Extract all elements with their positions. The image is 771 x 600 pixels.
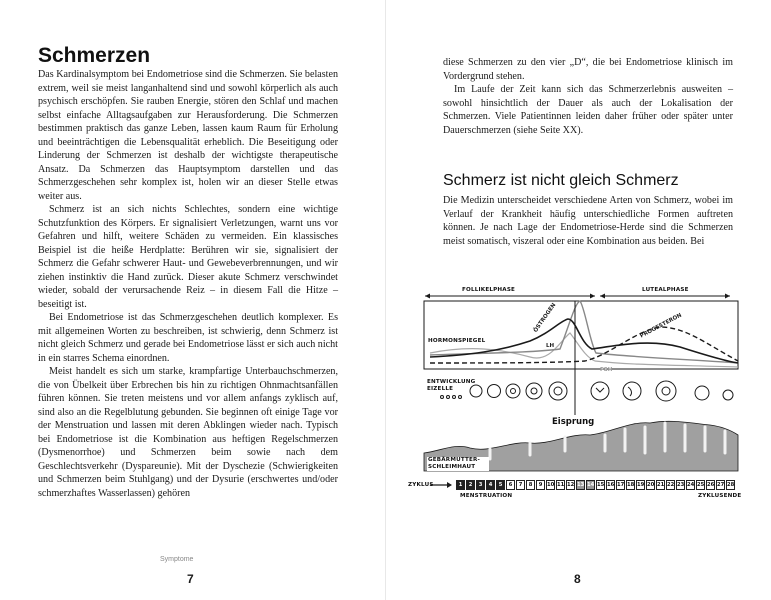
cycle-drawing <box>410 283 740 505</box>
cycle-day-8: 8 <box>526 480 535 490</box>
cycle-day-4: 4 <box>486 480 495 490</box>
cycle-day-1: 1 <box>456 480 465 490</box>
row-label-hormones: HORMONSPIEGEL <box>428 338 486 344</box>
cycle-day-23: 23 <box>677 482 685 488</box>
paragraph: Die Medizin unterscheidet verschiedene Arten von Schmerz, wobei im Verlauf der Krankheit häufig unterschiedliche Formen auftreten können. Je nach Lage der Endometriose-Herde sind die Schmerzen meist somatisch, viszeral oder eine Kombination aus beiden. Bei <box>443 195 733 247</box>
progesterone-curve <box>430 327 738 363</box>
cycle-day-12: 12 <box>567 482 575 488</box>
paragraph: Bei Endometriose ist das Schmerzgeschehen deutlich komplexer. Es mit allgemeinen Worten zu beschreiben, ist schwierig, denn Schmerz ist nicht gleich Schmerz und gerade bei Endometriose lässt er sich auch nicht in ein starres Schema einordnen. <box>38 312 338 364</box>
cycle-day-14: 14 <box>587 482 595 488</box>
row-label-endometrium: GEBÄRMUTTER-SCHLEIMHAUT <box>427 457 489 471</box>
cycle-day-7: 7 <box>516 480 525 490</box>
cycle-day-5: 5 <box>496 480 505 490</box>
cycle-day-28: 28 <box>727 482 735 488</box>
cycle-day-15: 15 <box>597 482 605 488</box>
left-page <box>0 0 385 600</box>
paragraph: Schmerz ist an sich nichts Schlechtes, sondern eine wichtige Schutzfunktion des Körpers. Er signalisiert Verletzungen, warnt uns vor Gefahren und hilft, weitere Schäden zu vermeiden. Ein klassisches Beispiel ist die heiße Herdplatte: Berühren wir sie, signalisiert der Schmerz die Gefahr schwerer Haut- und Gewebeverbrennungen, und wir ziehen instinktiv die Hand zurück. Dieser akute Schmerz verschwindet wieder, sobald der verursachende Reiz – in diesem Fall die Hitze – beseitigt ist. <box>38 204 338 310</box>
label-progesterone: PROGESTERON <box>639 312 683 340</box>
ovulation-label: Eisprung <box>552 417 595 427</box>
cycle-end-label: ZYKLUSENDE <box>698 493 742 499</box>
subheading: Schmerz ist nicht gleich Schmerz <box>443 172 679 189</box>
phase-label-luteal: LUTEALPHASE <box>642 287 689 293</box>
continuation-text <box>443 56 733 137</box>
paragraph: Meist handelt es sich um starke, krampfartige Unterbauchschmerzen, die von Übelkeit über Erbrechen bis hin zu richtigen Ohnmachtsanfällen führen können. Sie treten meistens und vor allem anfangs zyklisch auf, sind also an die Regelblutung gebunden. Sie beginnen oft einige Tage vor der Menstruation und lassen mit deren Abklingen wieder nach. Typisch bei Endometriose ist die Kombination aus heftigen Regelschmerzen (Dysmenorrhoe) und Schmerzen beim sowie nach dem Geschlechtsverkehr (Dyspareunie). Mit der Dyschezie (Schwierigkeiten und Schmerzen beim Stuhlgang) und der Dysurie (erschwertes und/oder schmerzhaftes Wasserlassen) gehören <box>38 366 338 499</box>
cycle-day-11: 11 <box>557 482 565 488</box>
cycle-day-2: 2 <box>466 480 475 490</box>
cycle-day-26: 26 <box>707 482 715 488</box>
cycle-label: ZYKLUS <box>408 482 434 488</box>
cycle-day-10: 10 <box>547 482 555 488</box>
phase-label-follicular: FOLLIKELPHASE <box>462 287 516 293</box>
cycle-day-24: 24 <box>687 482 695 488</box>
body-text-column <box>38 68 338 500</box>
cycle-day-18: 18 <box>627 482 635 488</box>
cycle-day-25: 25 <box>697 482 705 488</box>
label-estrogen: ÖSTROGEN <box>532 302 558 334</box>
label-fsh: FSH <box>600 367 613 373</box>
cycle-day-27: 27 <box>717 482 725 488</box>
right-page <box>386 0 771 600</box>
cycle-day-6: 6 <box>506 480 515 490</box>
cycle-day-16: 16 <box>607 482 615 488</box>
cycle-day-17: 17 <box>617 482 625 488</box>
paragraph: Das Kardinalsymptom bei Endometriose sind die Schmerzen. Sie belasten extrem, weil sie meist langanhaltend sind und sowohl körperlich als auch psychisch erschöpfen. Sie rauben Energie, stören den Schlaf und machen selbst einfache Alltagsaufgaben zur Herausforderung. Die Schmerzen bestimmen praktisch das ganze Leben, lassen kaum Raum für Erholung und beeinträchtigen die Lebensqualität erheblich. Die Beseitigung oder Linderung der Schmerzen ist deshalb der wichtigste therapeutische Ansatz. Da Schmerzen das Hauptsymptom darstellen und das Schmerzgeschehen sehr komplex ist, holen wir an dieser Stelle etwas weiter aus. <box>38 69 338 202</box>
cycle-day-9: 9 <box>536 480 545 490</box>
running-footer: Symptome <box>160 556 194 563</box>
paragraph: diese Schmerzen zu den vier „D“, die bei Endometriose klinisch im Vordergrund stehen. <box>443 57 733 82</box>
lh-curve <box>430 301 738 363</box>
paragraph: Im Laufe der Zeit kann sich das Schmerzerlebnis ausweiten – sowohl hinsichtlich der Dauer als auch der Lokalisation der Schmerzen. Viele Patientinnen leiden daher früher oder später unter Dauerschmerzen (siehe Seite XX). <box>443 84 733 136</box>
cycle-day-21: 21 <box>657 482 665 488</box>
section-heading: Schmerzen <box>38 44 151 67</box>
body-text-column <box>443 194 733 248</box>
label-lh: LH <box>546 343 555 349</box>
cycle-day-13: 13 <box>577 482 585 488</box>
page-number: 8 <box>574 572 581 586</box>
cycle-day-20: 20 <box>647 482 655 488</box>
cycle-day-19: 19 <box>637 482 645 488</box>
cycle-day-22: 22 <box>667 482 675 488</box>
menstruation-label: MENSTRUATION <box>460 493 513 499</box>
cycle-day-3: 3 <box>476 480 485 490</box>
egg-development-row <box>441 381 734 401</box>
page-number: 7 <box>187 572 194 586</box>
menstrual-cycle-illustration <box>410 283 740 505</box>
row-label-egg: ENTWICKLUNG EIZELLE <box>427 379 476 392</box>
